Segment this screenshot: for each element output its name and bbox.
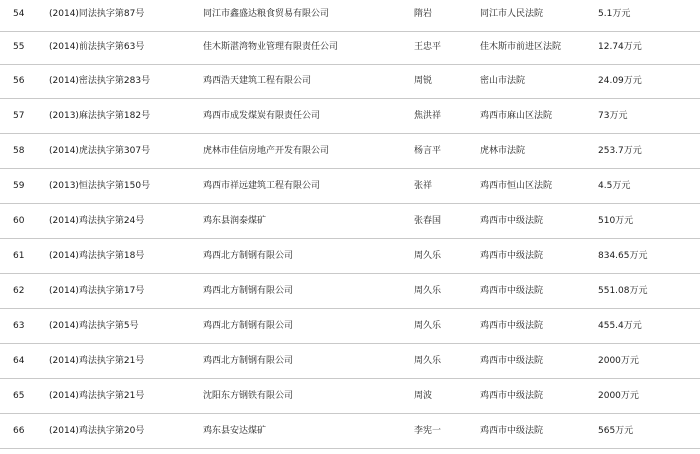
amount: 2000万元 (598, 356, 639, 366)
table-row (0, 170, 700, 204)
row-number: 66 (13, 426, 25, 436)
row-number: 54 (13, 9, 25, 19)
court-name: 鸡西市中级法院 (480, 321, 544, 331)
company-name: 鸡东县润泰煤矿 (203, 216, 267, 226)
table-row (0, 100, 700, 134)
amount: 24.09万元 (598, 76, 642, 86)
amount: 12.74万元 (598, 42, 642, 52)
amount: 565万元 (598, 426, 634, 436)
judge-name: 王忠平 (414, 42, 442, 52)
court-name: 佳木斯市前进区法院 (480, 42, 562, 52)
court-name: 鸡西市麻山区法院 (480, 111, 553, 121)
company-name: 鸡西北方制钢有限公司 (203, 356, 294, 366)
case-number: (2014)鸡法执字第5号 (49, 321, 139, 331)
court-name: 密山市法院 (480, 76, 526, 86)
amount: 73万元 (598, 111, 628, 121)
company-name: 鸡东县安达煤矿 (203, 426, 267, 436)
case-number: (2014)前法执字第63号 (49, 42, 145, 52)
row-number: 64 (13, 356, 25, 366)
judge-name: 李宪一 (414, 426, 442, 436)
judge-name: 周波 (414, 391, 433, 401)
amount: 4.5万元 (598, 181, 631, 191)
row-number: 61 (13, 251, 25, 261)
court-name: 鸡西市中级法院 (480, 251, 544, 261)
company-name: 同江市鑫盛达粮食贸易有限公司 (203, 9, 330, 19)
amount: 253.7万元 (598, 146, 642, 156)
case-number: (2014)鸡法执字第21号 (49, 356, 145, 366)
case-number: (2014)鸡法执字第21号 (49, 391, 145, 401)
row-number: 60 (13, 216, 25, 226)
row-number: 56 (13, 76, 25, 86)
table-row (0, 275, 700, 309)
amount: 510万元 (598, 216, 634, 226)
case-number: (2013)恒法执字第150号 (49, 181, 151, 191)
case-number: (2014)鸡法执字第24号 (49, 216, 145, 226)
case-number: (2014)虎法执字第307号 (49, 146, 151, 156)
case-number: (2013)麻法执字第182号 (49, 111, 151, 121)
judge-name: 隋岩 (414, 9, 433, 19)
row-number: 57 (13, 111, 25, 121)
company-name: 鸡西北方制钢有限公司 (203, 321, 294, 331)
row-number: 65 (13, 391, 25, 401)
company-name: 鸡西市成发煤炭有限责任公司 (203, 111, 321, 121)
judge-name: 周久乐 (414, 321, 442, 331)
case-number: (2014)鸡法执字第18号 (49, 251, 145, 261)
court-name: 同江市人民法院 (480, 9, 544, 19)
judge-name: 周久乐 (414, 356, 442, 366)
table-row (0, 205, 700, 239)
company-name: 沈阳东方钢铁有限公司 (203, 391, 294, 401)
company-name: 鸡西北方制钢有限公司 (203, 251, 294, 261)
judge-name: 焦洪祥 (414, 111, 442, 121)
amount: 455.4万元 (598, 321, 642, 331)
table-row (0, 380, 700, 414)
amount: 551.08万元 (598, 286, 648, 296)
judge-name: 张春国 (414, 216, 442, 226)
court-name: 鸡西市中级法院 (480, 216, 544, 226)
company-name: 鸡西北方制钢有限公司 (203, 286, 294, 296)
judge-name: 周久乐 (414, 286, 442, 296)
judge-name: 杨言平 (414, 146, 442, 156)
amount: 5.1万元 (598, 9, 631, 19)
court-name: 鸡西市中级法院 (480, 426, 544, 436)
amount: 834.65万元 (598, 251, 648, 261)
table-row (0, 415, 700, 449)
company-name: 鸡西市祥远建筑工程有限公司 (203, 181, 321, 191)
case-number: (2014)鸡法执字第20号 (49, 426, 145, 436)
table-row (0, 345, 700, 379)
case-number: (2014)同法执字第87号 (49, 9, 145, 19)
court-name: 鸡西市恒山区法院 (480, 181, 553, 191)
judge-name: 周久乐 (414, 251, 442, 261)
company-name: 虎林市佳信房地产开发有限公司 (203, 146, 330, 156)
row-number: 62 (13, 286, 25, 296)
court-name: 鸡西市中级法院 (480, 286, 544, 296)
row-number: 59 (13, 181, 25, 191)
case-number: (2014)鸡法执字第17号 (49, 286, 145, 296)
table-row (0, 65, 700, 99)
table-row (0, 310, 700, 344)
table-row (0, 240, 700, 274)
table-row (0, 31, 700, 65)
table-row (0, 135, 700, 169)
judge-name: 张祥 (414, 181, 433, 191)
row-number: 58 (13, 146, 25, 156)
court-name: 鸡西市中级法院 (480, 356, 544, 366)
case-number: (2014)密法执字第283号 (49, 76, 151, 86)
company-name: 佳木斯湛湾物业管理有限责任公司 (203, 42, 339, 52)
court-name: 鸡西市中级法院 (480, 391, 544, 401)
company-name: 鸡西浩天建筑工程有限公司 (203, 76, 312, 86)
table-row (0, 0, 700, 32)
row-number: 55 (13, 42, 25, 52)
amount: 2000万元 (598, 391, 639, 401)
row-number: 63 (13, 321, 25, 331)
court-name: 虎林市法院 (480, 146, 526, 156)
judge-name: 周锐 (414, 76, 433, 86)
